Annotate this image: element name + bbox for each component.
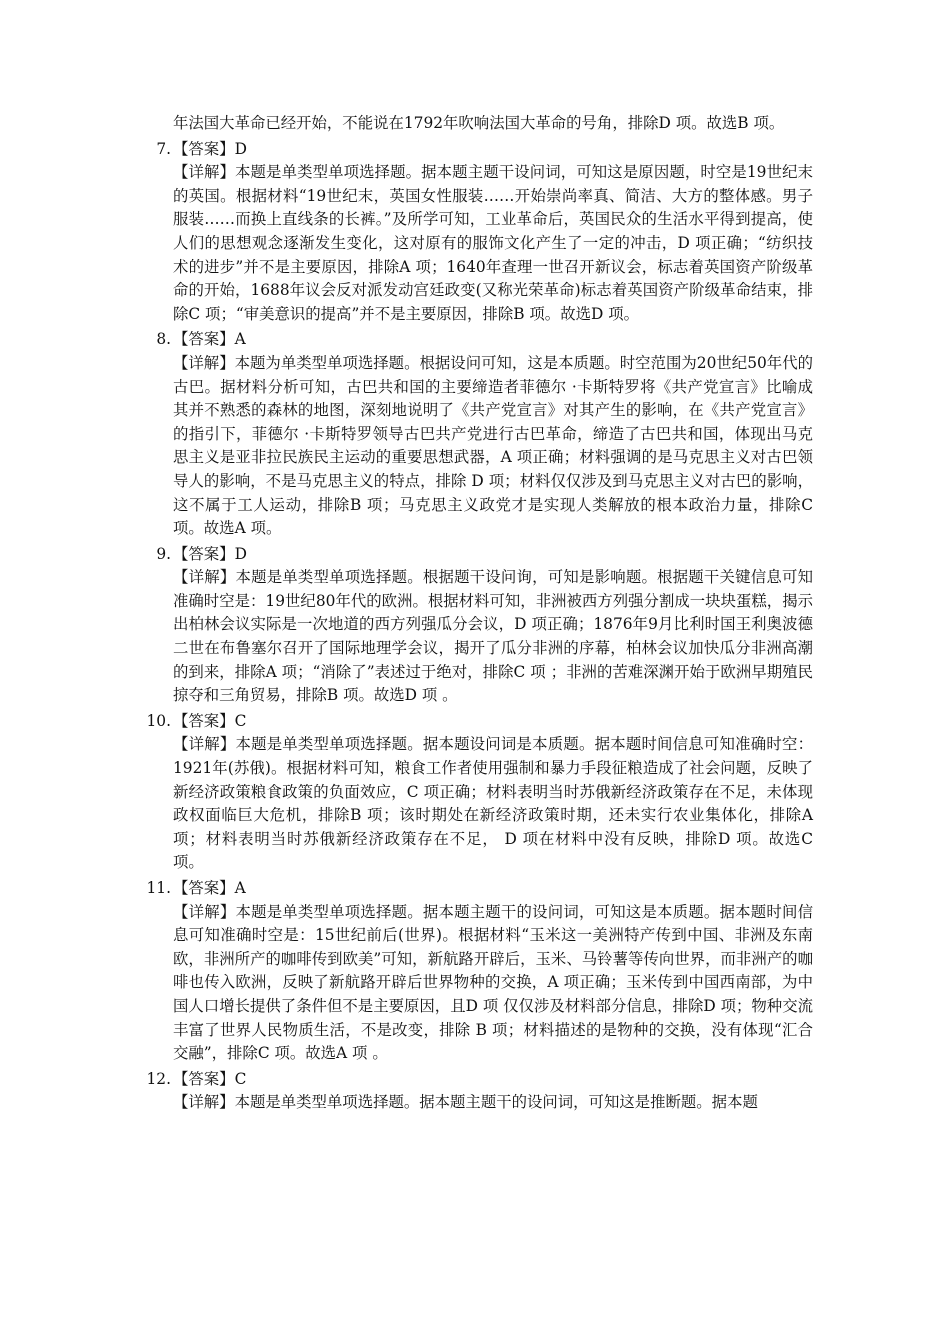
- continuation-paragraph: 年法国大革命已经开始，不能说在1792年吹响法国大革命的号角，排除D 项。故选B 项。: [173, 114, 785, 132]
- answer-line: [146, 710, 950, 734]
- document-page: [0, 112, 950, 1115]
- detail-paragraph: 【详解】本题是单类型单项选择题。根据题干设问询，可知是影响题。根据题干关键信息可知准确时空是：19世纪80年代的欧洲。根据材料可知，非洲被西方列强分割成一块块蛋糕，揭示出柏林会议实际是一次地道的西方列强瓜分会议，D 项正确；1876年9月比利时国王利奥波德二世在布鲁塞尔召开了国际地理学会议，揭开了瓜分非洲的序幕，柏林会议加快瓜分非洲高潮的到来，排除A 项；“消除了”表述过于绝对，排除C 项 ；非洲的苦难深渊开始于欧洲早期殖民掠夺和三角贸易，排除B 项。故选D 项 。: [173, 568, 813, 705]
- detail-paragraph: 【详解】本题是单类型单项选择题。据本题主题干的设问词，可知这是推断题。据本题: [173, 1093, 758, 1112]
- item-number: 10.: [146, 711, 171, 730]
- answer-line: [146, 1068, 950, 1092]
- answer-text: 【答案】A: [173, 330, 246, 349]
- answer-text: 【答案】C: [173, 1069, 247, 1088]
- answer-text: 【答案】D: [173, 544, 247, 563]
- item-number: 11.: [146, 879, 171, 897]
- answer-line: [146, 877, 950, 901]
- answer-text: 【答案】D: [173, 139, 247, 158]
- answer-item-7: [0, 138, 950, 327]
- answer-line: [156, 328, 950, 352]
- answer-line: [156, 138, 950, 162]
- item-number: 9.: [156, 544, 171, 563]
- answer-item-8: [0, 328, 950, 540]
- answer-text: 【答案】C: [173, 711, 247, 730]
- answer-item-10: [0, 710, 950, 875]
- answer-line: [156, 543, 950, 567]
- item-number: 12.: [146, 1069, 171, 1088]
- answer-item-9: [0, 543, 950, 708]
- answer-item-12: [0, 1068, 950, 1115]
- detail-paragraph: 【详解】本题是单类型单项选择题。据本题主题干设问词，可知这是原因题，时空是19世纪末的英国。根据材料“19世纪末，英国女性服装……开始崇尚率真、简洁、大方的整体感。男子服装……而换上直线条的长裤。”及所学可知，工业革命后，英国民众的生活水平得到提高，使人们的思想观念逐渐发生变化，这对原有的服饰文化产生了一定的冲击，D 项正确；“纺织技术的进步”并不是主要原因，排除A 项；1640年查理一世召开新议会，标志着英国资产阶级革命的开始，1688年议会反对派发动宫廷政变(又称光荣革命)标志着英国资产阶级革命结束，排除C 项；“审美意识的提高”并不是主要原因，排除B 项。故选D 项。: [173, 163, 813, 323]
- detail-paragraph: 【详解】本题是单类型单项选择题。据本题主题干的设问词，可知这是本质题。据本题时间信息可知准确时空是：15世纪前后(世界)。根据材料“玉米这一美洲特产传到中国、非洲及东南欧，非洲所产的咖啡传到欧美”可知，新航路开辟后，玉米、马铃薯等传向世界，而非洲产的咖啡也传入欧洲，反映了新航路开辟后世界物种的交换，A 项正确；玉米传到中国西南部，为中国人口增长提供了条件但不是主要原因，且D 项 仅仅涉及材料部分信息，排除D 项；物种交流丰富了世界人民物质生活，不是改变，排除 B 项；材料描述的是物种的交换，没有体现“汇合交融”，排除C 项。故选A 项 。: [173, 902, 813, 1063]
- detail-paragraph: 【详解】本题是单类型单项选择题。据本题设问词是本质题。据本题时间信息可知准确时空：1921年(苏俄)。根据材料可知，粮食工作者使用强制和暴力手段征粮造成了社会问题，反映了新经济政策粮食政策的负面效应，C 项正确；材料表明当时苏俄新经济政策存在不足，未体现政权面临巨大危机，排除B 项；该时期处在新经济政策时期，还未实行农业集体化，排除A 项；材料表明当时苏俄新经济政策存在不足， D 项在材料中没有反映，排除D 项。故选C 项。: [173, 735, 813, 872]
- answer-text: 【答案】A: [173, 879, 246, 897]
- item-number: 7.: [156, 139, 171, 158]
- answer-item-11: [0, 877, 950, 1066]
- item-number: 8.: [156, 330, 171, 349]
- detail-paragraph: 【详解】本题为单类型单项选择题。根据设问可知，这是本质题。时空范围为20世纪50年代的古巴。据材料分析可知，古巴共和国的主要缔造者菲德尔 ·卡斯特罗将《共产党宣言》比喻成其并不熟悉的森林的地图，深刻地说明了《共产党宣言》对其产生的影响，在《共产党宣言》的指引下，菲德尔 ·卡斯特罗领导古巴共产党进行古巴革命，缔造了古巴共和国，体现出马克思主义是亚非拉民族民主运动的重要思想武器，A 项正确；材料强调的是马克思主义对古巴领导人的影响，不是马克思主义的特点，排除 D 项；材料仅仅涉及到马克思主义对古巴的影响，这不属于工人运动，排除B 项；马克思主义政党才是实现人类解放的根本政治力量，排除C 项。故选A 项。: [173, 353, 813, 538]
